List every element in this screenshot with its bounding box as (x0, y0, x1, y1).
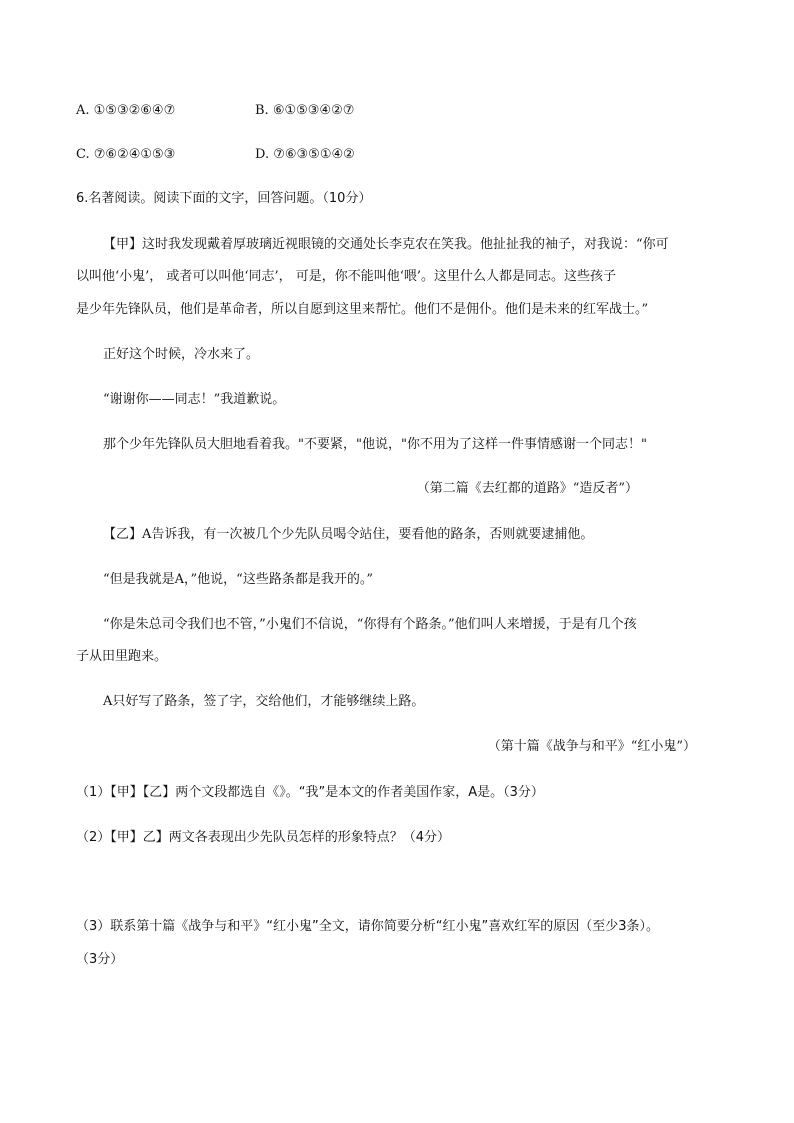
passage-jia-p3: “谢谢你——同志！”我道歉说。 (103, 392, 286, 407)
option-d: D. ⑦⑥③⑤①④② (255, 147, 355, 162)
passage-yi-source: （第十篇《战争与和平》“红小鬼”） (487, 739, 696, 754)
subquestion-1: （1）【甲】【乙】两个文段都选自《》。“我”是本文的作者美国作家，A是。（3分） (76, 785, 544, 800)
answer-space-2 (76, 855, 718, 915)
passage-yi-p4: A只好写了路条，签了字，交给他们，才能够继续上路。 (103, 694, 425, 709)
passage-jia-p4: 那个少年先锋队员大胆地看着我。"不要紧，"他说，"你不用为了这样一件事情感谢一个同志！" (103, 437, 647, 452)
passage-jia-p1-line2: 以叫他‘小鬼’， 或者可以叫他‘同志’， 可是，你不能叫他‘喂’。这里什么人都是同志。这些孩子 (76, 269, 617, 284)
subquestion-3-line2: （3分） (76, 952, 124, 967)
subquestion-3-line1: （3）联系第十篇《战争与和平》“红小鬼”全文，请你简要分析“红小鬼”喜欢红军的原因（至少3条）。 (76, 919, 659, 934)
passage-jia-p1-line1: 【甲】这时我发现戴着厚玻璃近视眼镜的交通处长李克农在笑我。他扯扯我的袖子，对我说：“你可 (103, 237, 669, 252)
passage-yi-p2: “但是我就是A，”他说，“这些路条都是我开的。” (103, 572, 373, 587)
passage-yi-p3-line1: “你是朱总司令我们也不管，”小鬼们不信说，“你得有个路条。”他们叫人来增援，于是有几个孩 (103, 617, 637, 632)
option-c: C. ⑦⑥②④①⑤③ (76, 147, 176, 162)
option-b: B. ⑥①⑤③④②⑦ (255, 103, 355, 118)
passage-yi-p3-line2: 子从田里跑来。 (76, 649, 168, 664)
question-6-title: 6.名著阅读。阅读下面的文字，回答问题。（10分） (76, 191, 372, 206)
option-a: A. ①⑤③②⑥④⑦ (76, 103, 176, 118)
answer-space-3 (76, 975, 718, 1095)
passage-jia-p2: 正好这个时候，冷水来了。 (103, 347, 260, 362)
passage-yi-p1: 【乙】A告诉我，有一次被几个少先队员喝令站住，要看他的路条，否则就要逮捕他。 (103, 527, 594, 542)
subquestion-2: （2）【甲】乙】两文各表现出少先队员怎样的形象特点？（4分） (76, 830, 451, 845)
passage-jia-source: （第二篇《去红都的道路》“造反者”） (416, 481, 638, 496)
passage-jia-p1-line3: 是少年先锋队员，他们是革命者，所以自愿到这里来帮忙。他们不是佣仆。他们是未来的红军战士。” (76, 302, 649, 317)
